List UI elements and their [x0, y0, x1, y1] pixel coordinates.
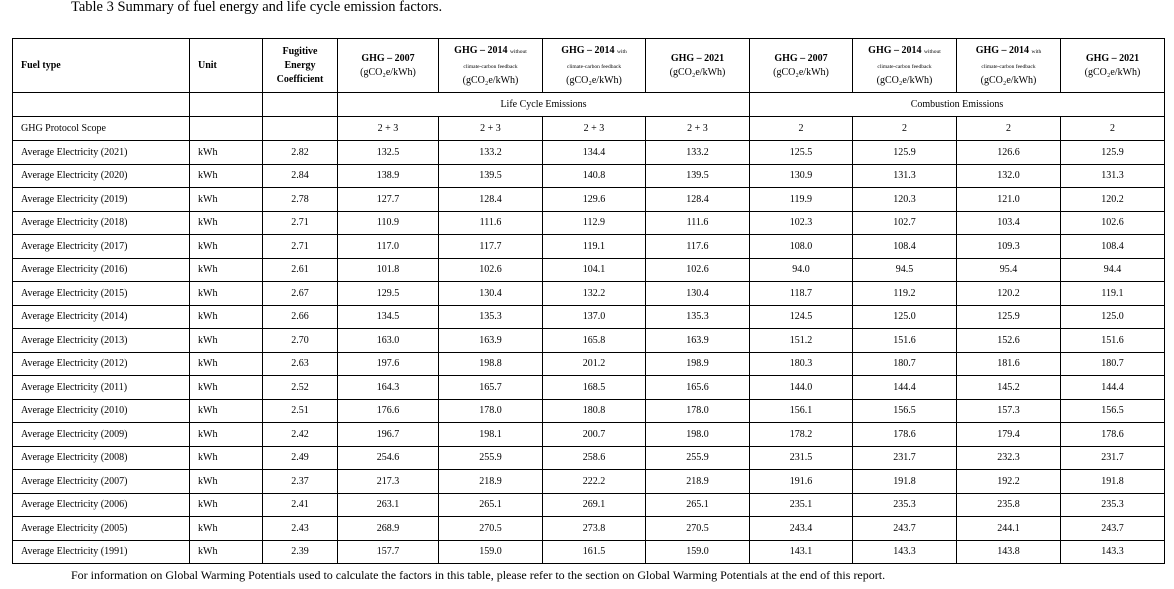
header-col-title: GHG – 2021: [670, 52, 725, 64]
emission-value-cell: 263.1: [338, 493, 439, 517]
table-row: [13, 446, 1165, 470]
fuel-type-cell: Average Electricity (1991): [13, 540, 190, 564]
table-row: [13, 517, 1165, 541]
emission-value-cell: 232.3: [957, 446, 1061, 470]
emission-value-cell: 217.3: [338, 470, 439, 494]
header-col-7: [957, 39, 1061, 93]
unit-cell: kWh: [190, 235, 263, 259]
table-caption: Table 3 Summary of fuel energy and life cycle emission factors.: [71, 0, 443, 15]
emission-value-cell: 102.6: [646, 258, 750, 282]
emission-value-cell: 235.1: [750, 493, 853, 517]
emission-value-cell: 134.4: [543, 141, 646, 165]
header-col-unit: (gCO₂e/kWh): [1084, 66, 1141, 78]
fugitive-coefficient-cell: 2.63: [263, 352, 338, 376]
emission-value-cell: 129.6: [543, 188, 646, 212]
fugitive-coefficient-cell: 2.49: [263, 446, 338, 470]
fugitive-coefficient-cell: 2.67: [263, 282, 338, 306]
fugitive-coefficient-cell: 2.84: [263, 164, 338, 188]
emission-value-cell: 181.6: [957, 352, 1061, 376]
fuel-type-cell: Average Electricity (2017): [13, 235, 190, 259]
table-row: [13, 376, 1165, 400]
emission-value-cell: 140.8: [543, 164, 646, 188]
emission-value-cell: 243.4: [750, 517, 853, 541]
fugitive-coefficient-cell: 2.37: [263, 470, 338, 494]
scope-value: 2 + 3: [338, 117, 439, 141]
header-col-subnote: climate-carbon feedback: [981, 63, 1036, 70]
unit-cell: kWh: [190, 305, 263, 329]
table-row: [13, 211, 1165, 235]
emission-value-cell: 130.4: [646, 282, 750, 306]
emission-value-cell: 102.7: [853, 211, 957, 235]
header-col-note: with: [1031, 48, 1042, 55]
header-col-title: GHG – 2007: [774, 52, 828, 64]
emission-value-cell: 157.3: [957, 399, 1061, 423]
emission-value-cell: 231.7: [1061, 446, 1165, 470]
header-col-note: without: [924, 48, 941, 55]
emission-value-cell: 131.3: [853, 164, 957, 188]
unit-cell: kWh: [190, 282, 263, 306]
life-cycle-emissions-header: Life Cycle Emissions: [338, 93, 750, 117]
emission-value-cell: 265.1: [646, 493, 750, 517]
emission-value-cell: 231.7: [853, 446, 957, 470]
emission-value-cell: 191.6: [750, 470, 853, 494]
emission-value-cell: 198.0: [646, 423, 750, 447]
emission-value-cell: 119.2: [853, 282, 957, 306]
empty-cell: [190, 93, 263, 117]
header-col-unit: (gCO₂e/kWh): [876, 74, 933, 86]
fugitive-coefficient-cell: 2.71: [263, 235, 338, 259]
unit-cell: kWh: [190, 329, 263, 353]
emission-value-cell: 125.5: [750, 141, 853, 165]
emission-value-cell: 118.7: [750, 282, 853, 306]
header-col-note: with: [617, 48, 627, 55]
emission-value-cell: 270.5: [439, 517, 543, 541]
emission-value-cell: 117.0: [338, 235, 439, 259]
fugitive-coefficient-cell: 2.82: [263, 141, 338, 165]
emission-value-cell: 218.9: [646, 470, 750, 494]
header-col-1: [338, 39, 439, 93]
emission-value-cell: 110.9: [338, 211, 439, 235]
fugitive-coefficient-cell: 2.66: [263, 305, 338, 329]
empty-cell: [13, 93, 190, 117]
emission-value-cell: 191.8: [853, 470, 957, 494]
emission-value-cell: 191.8: [1061, 470, 1165, 494]
fuel-type-cell: Average Electricity (2012): [13, 352, 190, 376]
emission-value-cell: 165.8: [543, 329, 646, 353]
emission-value-cell: 178.0: [646, 399, 750, 423]
emission-value-cell: 137.0: [543, 305, 646, 329]
unit-cell: kWh: [190, 352, 263, 376]
emission-value-cell: 135.3: [439, 305, 543, 329]
header-col-subnote: climate-carbon feedback: [566, 63, 622, 70]
table-row: [13, 164, 1165, 188]
header-col-2: [439, 39, 543, 93]
emission-value-cell: 163.0: [338, 329, 439, 353]
unit-cell: kWh: [190, 517, 263, 541]
unit-cell: kWh: [190, 493, 263, 517]
header-fugitive-energy-coefficient: Fugitive Energy Coefficient: [263, 39, 338, 93]
scope-value: 2 + 3: [646, 117, 750, 141]
empty-cell: [190, 117, 263, 141]
emission-value-cell: 133.2: [439, 141, 543, 165]
header-col-title: GHG – 2021: [1085, 52, 1140, 64]
header-col-5: [750, 39, 853, 93]
header-col-subnote: climate-carbon feedback: [877, 63, 932, 70]
emission-value-cell: 127.7: [338, 188, 439, 212]
emission-value-cell: 102.6: [1061, 211, 1165, 235]
emission-value-cell: 164.3: [338, 376, 439, 400]
emission-value-cell: 143.1: [750, 540, 853, 564]
emission-value-cell: 200.7: [543, 423, 646, 447]
emission-value-cell: 120.2: [957, 282, 1061, 306]
combustion-emissions-header: Combustion Emissions: [750, 93, 1165, 117]
fugitive-coefficient-cell: 2.42: [263, 423, 338, 447]
header-fuel-type: Fuel type: [13, 39, 190, 93]
emission-value-cell: 111.6: [646, 211, 750, 235]
emission-value-cell: 139.5: [646, 164, 750, 188]
emission-value-cell: 111.6: [439, 211, 543, 235]
emission-value-cell: 255.9: [646, 446, 750, 470]
table-row: [13, 352, 1165, 376]
fugitive-coefficient-cell: 2.39: [263, 540, 338, 564]
header-col-3: [543, 39, 646, 93]
header-col-6: [853, 39, 957, 93]
emission-value-cell: 273.8: [543, 517, 646, 541]
emission-value-cell: 161.5: [543, 540, 646, 564]
header-col-title: GHG – 2014: [454, 44, 508, 56]
emission-value-cell: 130.9: [750, 164, 853, 188]
scope-value: 2: [1061, 117, 1165, 141]
header-col-unit: (gCO₂e/kWh): [980, 74, 1037, 86]
fuel-type-cell: Average Electricity (2015): [13, 282, 190, 306]
unit-cell: kWh: [190, 423, 263, 447]
table-row: [13, 399, 1165, 423]
emission-value-cell: 94.4: [1061, 258, 1165, 282]
emission-value-cell: 180.7: [853, 352, 957, 376]
emission-value-cell: 120.2: [1061, 188, 1165, 212]
scope-row: [13, 117, 1165, 141]
emission-value-cell: 178.6: [1061, 423, 1165, 447]
fugitive-coefficient-cell: 2.52: [263, 376, 338, 400]
emission-value-cell: 159.0: [439, 540, 543, 564]
unit-cell: kWh: [190, 376, 263, 400]
emission-value-cell: 138.9: [338, 164, 439, 188]
emission-value-cell: 244.1: [957, 517, 1061, 541]
header-row: [13, 39, 1165, 93]
emission-value-cell: 254.6: [338, 446, 439, 470]
table-row: [13, 470, 1165, 494]
fugitive-coefficient-cell: 2.61: [263, 258, 338, 282]
emission-value-cell: 178.0: [439, 399, 543, 423]
emission-value-cell: 157.7: [338, 540, 439, 564]
emission-value-cell: 125.0: [1061, 305, 1165, 329]
group-header-row: [13, 93, 1165, 117]
emission-value-cell: 102.6: [439, 258, 543, 282]
emission-value-cell: 165.6: [646, 376, 750, 400]
unit-cell: kWh: [190, 188, 263, 212]
fuel-type-cell: Average Electricity (2020): [13, 164, 190, 188]
fuel-type-cell: Average Electricity (2016): [13, 258, 190, 282]
fugitive-coefficient-cell: 2.70: [263, 329, 338, 353]
emission-value-cell: 130.4: [439, 282, 543, 306]
emission-value-cell: 125.9: [957, 305, 1061, 329]
emission-value-cell: 119.1: [543, 235, 646, 259]
emission-value-cell: 144.4: [853, 376, 957, 400]
header-col-4: [646, 39, 750, 93]
fuel-type-cell: Average Electricity (2006): [13, 493, 190, 517]
table-row: [13, 423, 1165, 447]
unit-cell: kWh: [190, 164, 263, 188]
header-col-unit: (gCO₂e/kWh): [566, 74, 622, 86]
fugitive-coefficient-cell: 2.51: [263, 399, 338, 423]
unit-cell: kWh: [190, 446, 263, 470]
emission-value-cell: 103.4: [957, 211, 1061, 235]
unit-cell: kWh: [190, 211, 263, 235]
emission-value-cell: 156.1: [750, 399, 853, 423]
emission-value-cell: 119.9: [750, 188, 853, 212]
emission-value-cell: 235.3: [853, 493, 957, 517]
emission-value-cell: 165.7: [439, 376, 543, 400]
emission-value-cell: 269.1: [543, 493, 646, 517]
emission-value-cell: 119.1: [1061, 282, 1165, 306]
scope-label: GHG Protocol Scope: [13, 117, 190, 141]
header-col-title: GHG – 2007: [361, 52, 415, 64]
empty-cell: [263, 117, 338, 141]
emission-value-cell: 268.9: [338, 517, 439, 541]
fugitive-coefficient-cell: 2.71: [263, 211, 338, 235]
emission-value-cell: 159.0: [646, 540, 750, 564]
unit-cell: kWh: [190, 141, 263, 165]
fuel-type-cell: Average Electricity (2014): [13, 305, 190, 329]
emission-value-cell: 95.4: [957, 258, 1061, 282]
emission-value-cell: 134.5: [338, 305, 439, 329]
emission-value-cell: 121.0: [957, 188, 1061, 212]
scope-value: 2 + 3: [543, 117, 646, 141]
emission-value-cell: 144.0: [750, 376, 853, 400]
emission-value-cell: 198.9: [646, 352, 750, 376]
emission-value-cell: 129.5: [338, 282, 439, 306]
emission-value-cell: 198.1: [439, 423, 543, 447]
emission-value-cell: 255.9: [439, 446, 543, 470]
emission-value-cell: 135.3: [646, 305, 750, 329]
emission-value-cell: 126.6: [957, 141, 1061, 165]
table-row: [13, 540, 1165, 564]
emission-value-cell: 104.1: [543, 258, 646, 282]
emission-value-cell: 117.7: [439, 235, 543, 259]
table-row: [13, 258, 1165, 282]
table-row: [13, 188, 1165, 212]
emission-value-cell: 112.9: [543, 211, 646, 235]
header-col-title: GHG – 2014: [868, 44, 922, 56]
header-col-subnote: climate-carbon feedback: [463, 63, 518, 70]
header-col-unit: (gCO₂e/kWh): [773, 66, 829, 78]
emission-value-cell: 139.5: [439, 164, 543, 188]
emission-value-cell: 192.2: [957, 470, 1061, 494]
emission-value-cell: 235.3: [1061, 493, 1165, 517]
emission-value-cell: 128.4: [439, 188, 543, 212]
emission-value-cell: 151.2: [750, 329, 853, 353]
header-col-8: [1061, 39, 1165, 93]
header-col-unit: (gCO₂e/kWh): [669, 66, 726, 78]
table-row: [13, 235, 1165, 259]
fuel-type-cell: Average Electricity (2007): [13, 470, 190, 494]
table-row: [13, 329, 1165, 353]
emission-value-cell: 258.6: [543, 446, 646, 470]
emission-value-cell: 125.0: [853, 305, 957, 329]
table-row: [13, 282, 1165, 306]
fuel-type-cell: Average Electricity (2019): [13, 188, 190, 212]
emission-value-cell: 243.7: [853, 517, 957, 541]
emission-value-cell: 124.5: [750, 305, 853, 329]
emission-value-cell: 108.4: [853, 235, 957, 259]
scope-value: 2: [853, 117, 957, 141]
emission-value-cell: 101.8: [338, 258, 439, 282]
emission-value-cell: 198.8: [439, 352, 543, 376]
fuel-type-cell: Average Electricity (2011): [13, 376, 190, 400]
emission-value-cell: 151.6: [853, 329, 957, 353]
fugitive-coefficient-cell: 2.43: [263, 517, 338, 541]
emission-value-cell: 128.4: [646, 188, 750, 212]
unit-cell: kWh: [190, 540, 263, 564]
emission-value-cell: 143.3: [853, 540, 957, 564]
emission-value-cell: 125.9: [1061, 141, 1165, 165]
emission-value-cell: 218.9: [439, 470, 543, 494]
header-col-title: GHG – 2014: [561, 44, 615, 56]
emission-value-cell: 180.7: [1061, 352, 1165, 376]
emission-value-cell: 179.4: [957, 423, 1061, 447]
emission-value-cell: 132.0: [957, 164, 1061, 188]
emission-value-cell: 265.1: [439, 493, 543, 517]
header-col-title: GHG – 2014: [975, 44, 1030, 56]
emission-value-cell: 108.4: [1061, 235, 1165, 259]
emission-value-cell: 163.9: [439, 329, 543, 353]
emission-value-cell: 168.5: [543, 376, 646, 400]
scope-value: 2: [750, 117, 853, 141]
emission-value-cell: 132.5: [338, 141, 439, 165]
emission-factors-table: [12, 38, 1165, 564]
header-col-unit: (gCO₂e/kWh): [360, 66, 416, 78]
emission-value-cell: 201.2: [543, 352, 646, 376]
table-row: [13, 141, 1165, 165]
emission-value-cell: 235.8: [957, 493, 1061, 517]
emission-value-cell: 108.0: [750, 235, 853, 259]
fuel-type-cell: Average Electricity (2008): [13, 446, 190, 470]
emission-value-cell: 196.7: [338, 423, 439, 447]
table-row: [13, 493, 1165, 517]
fuel-type-cell: Average Electricity (2005): [13, 517, 190, 541]
emission-value-cell: 145.2: [957, 376, 1061, 400]
fugitive-coefficient-cell: 2.78: [263, 188, 338, 212]
emission-value-cell: 176.6: [338, 399, 439, 423]
table-footnote: For information on Global Warming Potentials used to calculate the factors in this table, please refer to the section on Global Warming Potentials at the end of this report.: [71, 568, 886, 582]
header-unit: Unit: [190, 39, 263, 93]
emission-value-cell: 109.3: [957, 235, 1061, 259]
fuel-type-cell: Average Electricity (2021): [13, 141, 190, 165]
emission-value-cell: 144.4: [1061, 376, 1165, 400]
fuel-type-cell: Average Electricity (2013): [13, 329, 190, 353]
emission-value-cell: 94.5: [853, 258, 957, 282]
scope-value: 2 + 3: [439, 117, 543, 141]
emission-value-cell: 117.6: [646, 235, 750, 259]
unit-cell: kWh: [190, 258, 263, 282]
fuel-type-cell: Average Electricity (2018): [13, 211, 190, 235]
scope-value: 2: [957, 117, 1061, 141]
emission-value-cell: 178.2: [750, 423, 853, 447]
emission-value-cell: 94.0: [750, 258, 853, 282]
emission-value-cell: 152.6: [957, 329, 1061, 353]
emission-value-cell: 197.6: [338, 352, 439, 376]
fuel-type-cell: Average Electricity (2010): [13, 399, 190, 423]
table-row: [13, 305, 1165, 329]
emission-value-cell: 156.5: [853, 399, 957, 423]
unit-cell: kWh: [190, 470, 263, 494]
header-col-note: without: [510, 48, 527, 55]
emission-value-cell: 163.9: [646, 329, 750, 353]
emission-value-cell: 180.3: [750, 352, 853, 376]
emission-value-cell: 151.6: [1061, 329, 1165, 353]
emission-value-cell: 156.5: [1061, 399, 1165, 423]
emission-value-cell: 133.2: [646, 141, 750, 165]
fuel-type-cell: Average Electricity (2009): [13, 423, 190, 447]
emission-value-cell: 231.5: [750, 446, 853, 470]
emission-value-cell: 178.6: [853, 423, 957, 447]
emission-value-cell: 243.7: [1061, 517, 1165, 541]
fugitive-coefficient-cell: 2.41: [263, 493, 338, 517]
emission-value-cell: 270.5: [646, 517, 750, 541]
emission-value-cell: 131.3: [1061, 164, 1165, 188]
emission-value-cell: 125.9: [853, 141, 957, 165]
unit-cell: kWh: [190, 399, 263, 423]
header-col-unit: (gCO₂e/kWh): [462, 74, 519, 86]
emission-value-cell: 180.8: [543, 399, 646, 423]
emission-value-cell: 143.3: [1061, 540, 1165, 564]
emission-value-cell: 143.8: [957, 540, 1061, 564]
empty-cell: [263, 93, 338, 117]
emission-value-cell: 120.3: [853, 188, 957, 212]
emission-value-cell: 222.2: [543, 470, 646, 494]
emission-value-cell: 132.2: [543, 282, 646, 306]
emission-value-cell: 102.3: [750, 211, 853, 235]
